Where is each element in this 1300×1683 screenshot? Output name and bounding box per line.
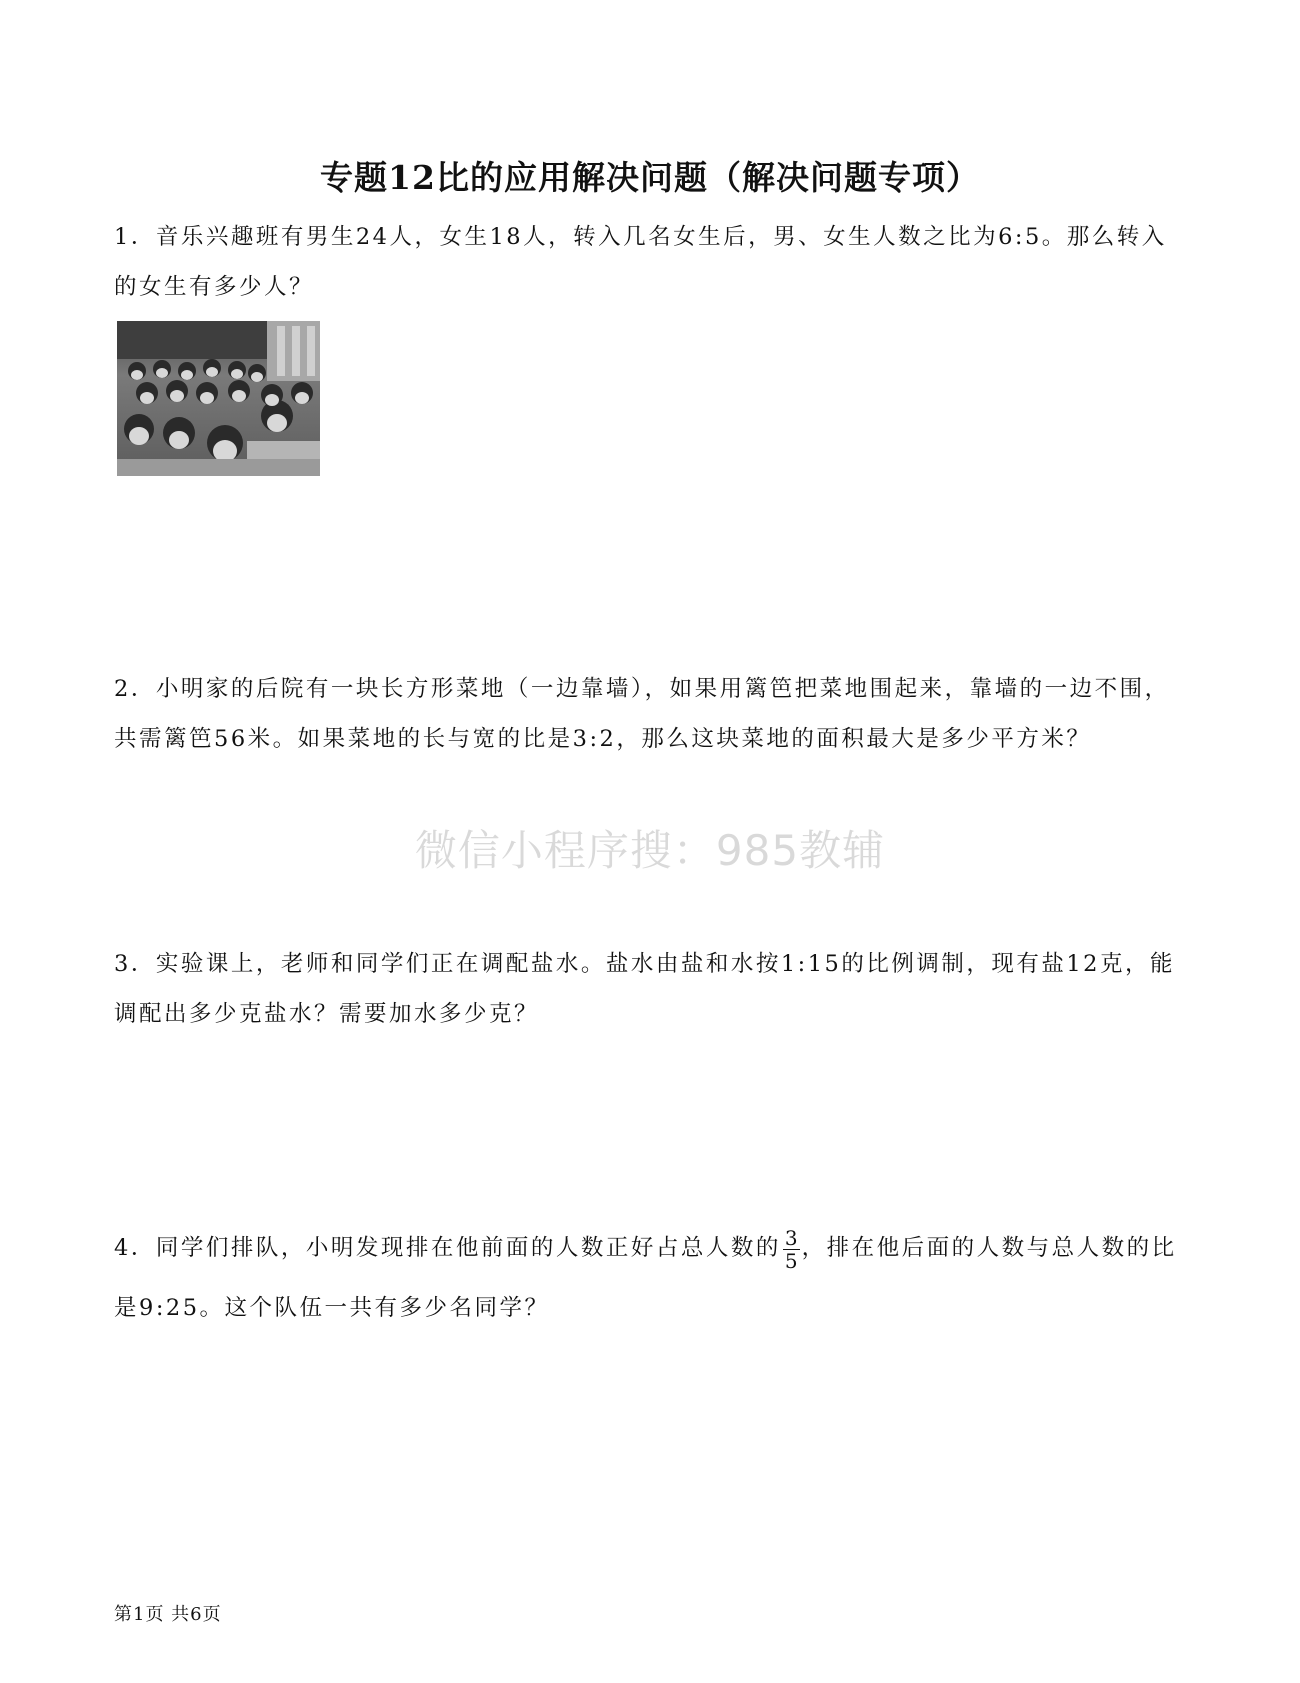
- question-number: 1．: [114, 224, 156, 250]
- question-text-after: ，排在他后面的人数与总人数的比是9:25。这个队伍一共有多少名同学？: [114, 1235, 1177, 1321]
- question-number: 3．: [114, 951, 156, 977]
- page-title: 专题12比的应用解决问题（解决问题专项）: [320, 158, 980, 197]
- question-4: [114, 1218, 1186, 1338]
- question-2: [114, 664, 1186, 764]
- watermark: 微信小程序搜：985教辅: [414, 826, 886, 875]
- question-number: 4．: [114, 1235, 156, 1261]
- question-number: 2．: [114, 676, 156, 702]
- fraction-denominator: 5: [784, 1248, 798, 1273]
- question-text: 音乐兴趣班有男生24人，女生18人，转入几名女生后，男、女生人数之比为6:5。那么转入的女生有多少人？: [114, 224, 1167, 300]
- question-text: 实验课上，老师和同学们正在调配盐水。盐水由盐和水按1:15的比例调制，现有盐12克，能调配出多少克盐水？需要加水多少克？: [114, 951, 1175, 1027]
- question-3: [114, 939, 1186, 1039]
- question-text-before: 同学们排队，小明发现排在他前面的人数正好占总人数的: [155, 1235, 781, 1261]
- fraction: [783, 1227, 800, 1272]
- page-footer: 第1页 共6页: [114, 1604, 222, 1625]
- fraction-numerator: 3: [784, 1225, 798, 1250]
- classroom-photo: [117, 321, 320, 476]
- question-text: 小明家的后院有一块长方形菜地（一边靠墙），如果用篱笆把菜地围起来，靠墙的一边不围，共需篱笆56米。如果菜地的长与宽的比是3:2，那么这块菜地的面积最大是多少平方米？: [114, 676, 1170, 752]
- question-1: [114, 212, 1186, 312]
